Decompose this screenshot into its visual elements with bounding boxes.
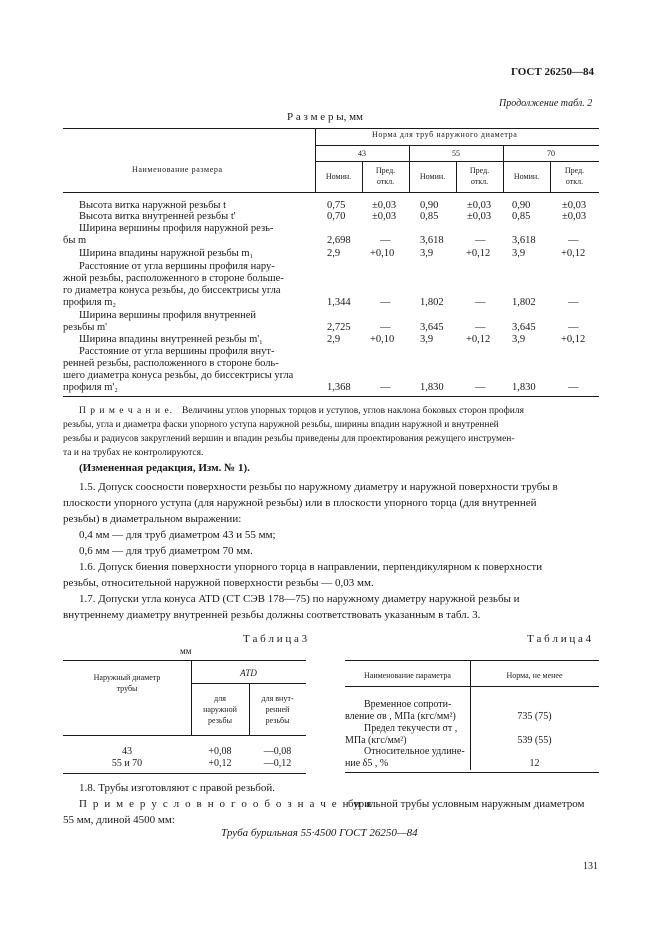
table2-sub-dev: откл.: [470, 177, 489, 186]
continuation-label: Продолжение табл. 2: [499, 98, 593, 109]
table4-param: Временное сопроти-: [364, 699, 452, 710]
table2-top-rule: [63, 128, 599, 129]
table4-param: ние δ5 , %: [345, 758, 389, 769]
table3-cell: +0,12: [208, 758, 232, 769]
table3-ext-header: для: [214, 694, 226, 703]
table4-top-rule: [345, 660, 599, 661]
table2-sub-nom: Номин.: [419, 172, 446, 181]
table2-sub-nom: Номин.: [513, 172, 540, 181]
table4-title: Т а б л и ц а 4: [527, 633, 592, 645]
table2-sub-dev: Пред.: [469, 166, 490, 175]
paragraph-1-5: резьбы) в диаметральном выражении:: [63, 513, 242, 525]
table2-cell: ±0,03: [372, 200, 397, 211]
paragraph-1-5: плоскости упорного уступа (для наружной резьбы) или в плоскости упорного торца (для внутренней: [63, 497, 537, 509]
table2-cell: 2,698: [327, 235, 351, 246]
table2-cell: —: [568, 322, 579, 333]
table2-cell: 2,9: [327, 334, 341, 345]
table2-cell: +0,10: [370, 334, 395, 345]
table2-diam-55: 55: [452, 149, 460, 158]
paragraph-1-6: резьбы, относительной наружной поверхности резьбы — 0,03 мм.: [63, 577, 374, 589]
note-text: та и на трубах не контролируются.: [63, 448, 204, 458]
table2-cell: —: [475, 322, 486, 333]
table3-title: Т а б л и ц а 3: [243, 633, 308, 645]
table2-col-group: Норма для труб наружного диаметра: [372, 130, 518, 139]
table3-header-rule: [63, 735, 306, 736]
table2-row-label: Ширина впадины наружной резьбы m₁: [79, 248, 254, 259]
table2-cell: 1,830: [420, 382, 444, 393]
table2-cell: 3,9: [512, 334, 526, 345]
table2-row-label: профиля m'₂: [63, 382, 118, 393]
table2-cell: 2,9: [327, 248, 341, 259]
table2-caption: Р а з м е р ы, мм: [287, 111, 364, 123]
table2-sub-rule: [315, 161, 599, 162]
table3-ext-header: наружной: [203, 705, 237, 714]
paragraph-1-5: 1.5. Допуск соосности поверхности резьбы по наружному диаметру и наружной поверхности трубы в: [79, 481, 558, 493]
table2-cell: 3,9: [420, 248, 434, 259]
table4-header-rule: [345, 686, 599, 687]
paragraph-1-8: 1.8. Трубы изготовляют с правой резьбой.: [79, 782, 275, 794]
table2-row-label: Ширина впадины внутренней резьбы m'₁: [79, 334, 263, 345]
table2-row-label: го диаметра конуса резьбы, до биссектрисы угла: [63, 285, 281, 296]
table2-cell: —: [380, 382, 391, 393]
paragraph-1-5: 0,6 мм — для труб диаметром 70 мм.: [79, 545, 253, 557]
table2-cell: 3,645: [420, 322, 444, 333]
table2-bottom-rule: [63, 396, 599, 397]
table2-cell: 0,90: [512, 200, 531, 211]
example-label: П р и м е р у с л о в н о г о о б о з н а ч е н и я: [79, 798, 373, 810]
paragraph-1-6: 1.6. Допуск биения поверхности упорного торца в направлении, перпендикулярном к поверхности: [79, 561, 543, 573]
table2-cell: —: [380, 297, 391, 308]
table2-cell: +0,12: [561, 248, 586, 259]
example-text: бурильной трубы условным наружным диаметром: [348, 798, 585, 810]
table2-cell: —: [380, 235, 391, 246]
table2-header-rule: [63, 192, 599, 193]
table2-cell: 0,70: [327, 211, 346, 222]
table2-sub-dev: Пред.: [564, 166, 585, 175]
table4-value: 539 (55): [517, 735, 552, 746]
table3-int-header: резьбы: [265, 716, 290, 725]
table2-row-label: Ширина вершины профиля внутренней: [79, 310, 257, 321]
table2-cell: —: [568, 382, 579, 393]
table2-cell: 1,802: [420, 297, 444, 308]
table4-bottom-rule: [345, 772, 599, 773]
table3-int-header: для внут-: [261, 694, 294, 703]
table4-param: МПа (кгс/мм²): [345, 735, 407, 746]
table2-row-label: Высота витка внутренней резьбы t': [79, 211, 236, 222]
table2-row-label: бы m: [63, 235, 87, 246]
table2-sub-dev: откл.: [376, 177, 395, 186]
table2-group-rule: [315, 145, 599, 146]
table2-cell: 1,368: [327, 382, 351, 393]
table2-cell: 0,90: [420, 200, 439, 211]
table3-cell: +0,08: [208, 746, 232, 757]
table2-cell: —: [475, 297, 486, 308]
paragraph-1-5: 0,4 мм — для труб диаметром 43 и 55 мм;: [79, 529, 276, 541]
table2-cell: +0,12: [466, 248, 491, 259]
table2-sub-dev: откл.: [565, 177, 584, 186]
table2-cell: —: [475, 382, 486, 393]
paragraph-1-7: внутреннему диаметру внутренней резьбы должны соответствовать указанным в табл. 3.: [63, 609, 481, 621]
table2-cell: ±0,03: [467, 200, 492, 211]
table3-name-header: трубы: [116, 684, 138, 693]
table2-cell: 3,618: [512, 235, 536, 246]
table2-row-label: резьбы m': [63, 322, 108, 333]
table3-bottom-rule: [63, 773, 306, 774]
table4-value: 12: [529, 758, 540, 769]
table4-value: 735 (75): [517, 711, 552, 722]
table4-param-header: Наименование параметра: [364, 671, 451, 680]
table2-row-label: Ширина вершины профиля наружной резь-: [79, 223, 274, 234]
table3-cell: —0,08: [263, 746, 292, 757]
table2-cell: +0,12: [466, 334, 491, 345]
table4-param: Относительное удлине-: [364, 746, 465, 757]
table2-row-label: ренней резьбы, расположенного в стороне боль-: [63, 358, 279, 369]
table2-cell: 3,645: [512, 322, 536, 333]
table3-cell: 55 и 70: [111, 758, 143, 769]
standard-number: ГОСТ 26250—84: [511, 66, 594, 78]
table3-int-header: ренней: [265, 705, 290, 714]
table3-top-rule: [63, 660, 306, 661]
table3-ext-header: резьбы: [208, 716, 232, 725]
example-text: 55 мм, длиной 4500 мм:: [63, 814, 175, 826]
table2-sub-nom: Номин.: [325, 172, 352, 181]
table3-cell: —0,12: [263, 758, 292, 769]
note-text: резьбы, угла и диаметра фаски упорного уступа наружной резьбы, ширины впадин наружной и внутренней: [63, 420, 499, 430]
table3-unit: мм: [180, 646, 192, 656]
table2-cell: ±0,03: [467, 211, 492, 222]
page-number: 131: [583, 861, 598, 872]
table2-sub-dev: Пред.: [375, 166, 396, 175]
table2-diam-43: 43: [358, 149, 366, 158]
table2-cell: +0,12: [561, 334, 586, 345]
table2-cell: 3,618: [420, 235, 444, 246]
table2-diam-70: 70: [547, 149, 555, 158]
table2-cell: 2,725: [327, 322, 351, 333]
table2-row-label: Расстояние от угла вершины профиля внут-: [79, 346, 275, 357]
table2-cell: 3,9: [420, 334, 434, 345]
table2-row-label: Расстояние от угла вершины профиля нару-: [79, 261, 275, 272]
table2-row-label: шего диаметра конуса резьбы, до биссектрисы угла: [63, 370, 294, 381]
table2-cell: 0,75: [327, 200, 346, 211]
table2-cell: —: [568, 297, 579, 308]
table2-cell: —: [475, 235, 486, 246]
table2-row-label: жной резьбы, расположенного в стороне больше-: [63, 273, 284, 284]
note-label: П р и м е ч а н и е.: [79, 406, 174, 416]
note-text: Величины углов упорных торцов и уступов, углов наклона боковых сторон профиля: [182, 406, 524, 416]
table2-cell: ±0,03: [372, 211, 397, 222]
table3-cell: 43: [122, 746, 132, 757]
table2-cell: 3,9: [512, 248, 526, 259]
table2-cell: —: [380, 322, 391, 333]
table2-row-label: Высота витка наружной резьбы t: [79, 200, 227, 211]
designation-example: Труба бурильная 55·4500 ГОСТ 26250—84: [221, 827, 418, 839]
table2-name-header: Наименование размера: [132, 165, 223, 174]
table2-cell: ±0,03: [562, 211, 587, 222]
table2-cell: ±0,03: [562, 200, 587, 211]
table3-atd-header: ATD: [240, 668, 257, 678]
table2-cell: 1,802: [512, 297, 536, 308]
table2-cell: +0,10: [370, 248, 395, 259]
paragraph-1-7: 1.7. Допуски угла конуса ATD (СТ СЭВ 178—75) по наружному диаметру наружной резьбы и: [79, 593, 520, 605]
table3-name-header: Наружный диаметр: [93, 673, 161, 682]
table2-cell: 0,85: [512, 211, 531, 222]
table4-param: Предел текучести σт ,: [364, 723, 458, 734]
amendment-note: (Измененная редакция, Изм. № 1).: [79, 462, 250, 474]
table4-norm-header: Норма, не менее: [506, 671, 563, 680]
note-text: резьбы и радиусов закруглений вершин и впадин резьбы приведены для проектирования режущего инструмен-: [63, 434, 515, 444]
table2-cell: 1,344: [327, 297, 351, 308]
table2-row-label: профиля m₂: [63, 297, 117, 308]
table4-param: вление σв , МПа (кгс/мм²): [345, 711, 456, 722]
table2-cell: 1,830: [512, 382, 536, 393]
table2-cell: —: [568, 235, 579, 246]
table2-cell: 0,85: [420, 211, 439, 222]
table2-vline-name: [315, 128, 316, 192]
